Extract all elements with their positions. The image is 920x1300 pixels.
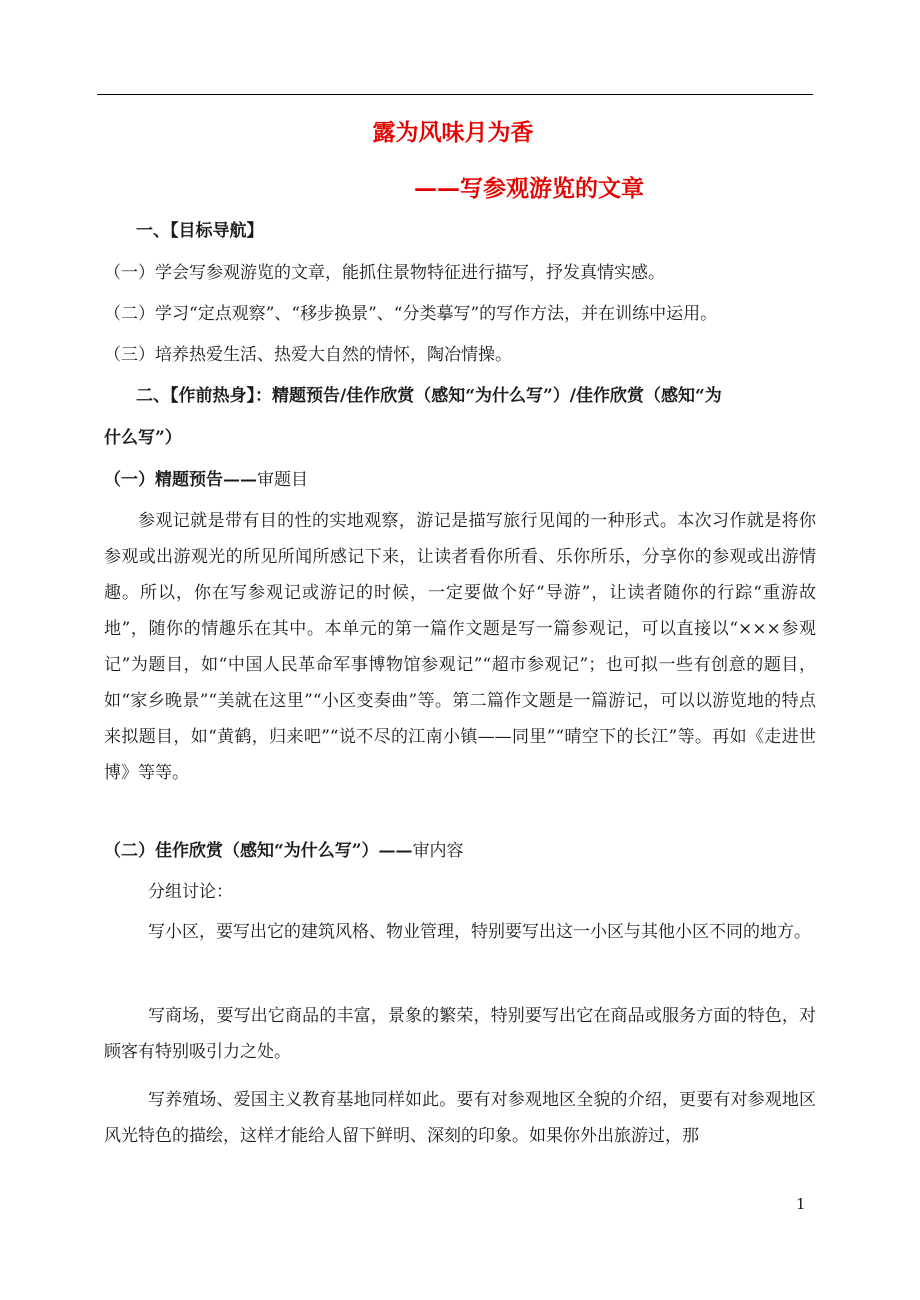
section1-heading: 一、【目标导航】 xyxy=(136,221,264,241)
sub1-paragraph: 参观记就是带有目的性的实地观察，游记是描写旅行见闻的一种形式。本次习作就是将你参观或出游观光的所见所闻所感记下来，让读者看你所看、乐你所乐，分享你的参观或出游情趣。所以，你在写参观记或游记的时候，一定要做个好“导游”，让读者随你的行踪“重游故地”，随你的情趣乐在其中。本单元的第一篇作文题是写一篇参观记，可以直接以“×××参观记”为题目，如“中国人民革命军事博物馆参观记”“超市参观记”；也可拟一些有创意的题目，如“家乡晚景”“美就在这里”“小区变奏曲”等。第二篇作文题是一篇游记，可以以游览地的特点来拟题目，如“黄鹤，归来吧”“说不尽的江南小镇——同里”“晴空下的长江”等。再如《走进世博》等等。 xyxy=(104,511,816,783)
sub1-heading xyxy=(104,470,820,490)
page-number: 1 xyxy=(796,1195,806,1213)
sub1-label: （一）精题预告—— xyxy=(104,470,257,490)
section2-heading-line2: 什么写”） xyxy=(104,428,182,448)
header-rule xyxy=(97,94,813,95)
sub2-suffix: 审内容 xyxy=(412,841,464,861)
goal-item-2: （二）学习“定点观察”、“移步换景”、“分类摹写”的写作方法，并在训练中运用。 xyxy=(104,304,718,324)
sub2-paragraph-1: 写小区，要写出它的建筑风格、物业管理，特别要写出这一小区与其他小区不同的地方。 xyxy=(148,922,811,942)
sub2-paragraph-3: 写养殖场、爱国主义教育基地同样如此。要有对参观地区全貌的介绍，更要有对参观地区风光特色的描绘，这样才能给人留下鲜明、深刻的印象。如果你外出旅游过，那 xyxy=(104,1090,816,1146)
sub2-heading xyxy=(104,841,820,861)
document-title: 露为风味月为香 xyxy=(372,119,534,146)
goal-item-3: （三）培养热爱生活、热爱大自然的情怀，陶冶情操。 xyxy=(104,345,512,365)
sub2-paragraph-2: 写商场，要写出它商品的丰富，景象的繁荣，特别要写出它在商品或服务方面的特色，对顾客有特别吸引力之处。 xyxy=(104,1006,816,1062)
sub2-label: （二）佳作欣赏（感知“为什么写”）—— xyxy=(104,841,413,861)
document-subtitle: ——写参观游览的文章 xyxy=(414,175,644,202)
sub1-suffix: 审题目 xyxy=(257,470,308,490)
section2-heading-line1: 二、【作前热身】：精题预告/佳作欣赏（感知“为什么写”）/佳作欣赏（感知“为 xyxy=(136,386,722,406)
sub2-intro: 分组讨论： xyxy=(148,882,233,902)
goal-item-1: （一）学会写参观游览的文章，能抓住景物特征进行描写，抒发真情实感。 xyxy=(104,263,665,283)
